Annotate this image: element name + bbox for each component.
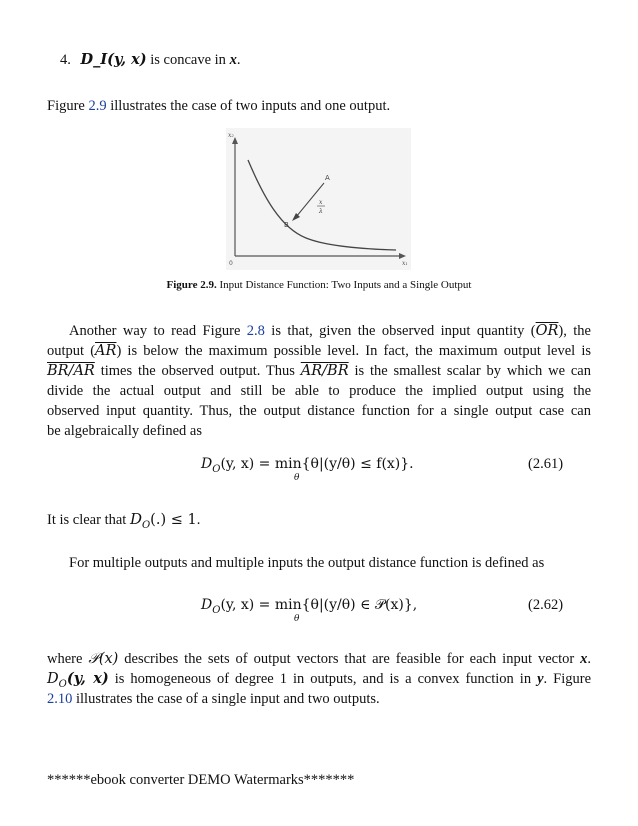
ratio-top: x [319, 199, 323, 206]
caption-label: Figure 2.9. [166, 279, 217, 291]
point-a-label: A [325, 174, 330, 182]
paragraph-output-reading-line5: observed input quantity. Thus, the output distance function for a single output case can [47, 403, 591, 419]
caption-text: Input Distance Function: Two Inputs and a Single Output [219, 279, 472, 291]
ratio-ar-br: AR/BR [300, 363, 349, 379]
item-text: is concave in [150, 52, 226, 68]
figure-link-2-8[interactable]: 2.8 [246, 323, 265, 339]
item-var: x [229, 52, 237, 68]
formula-p-x: 𝒫(x) [88, 651, 119, 667]
x-axis-label: x₁ [402, 260, 408, 267]
segment-ar: $\overline{AR}$ [95, 343, 117, 359]
paragraph-output-reading-line4: divide the actual output and still be able to produce the implied output using the [47, 383, 591, 399]
segment-or: $\overline{OR}$ [535, 323, 559, 339]
formula-do-yx: D [47, 671, 59, 687]
ratio-bottom: λ [319, 208, 323, 215]
origin-label: 0 [229, 260, 233, 267]
equation-number-2-62: (2.62) [528, 597, 564, 613]
list-item-4: 4. D_I(y, x) is concave in x. [60, 51, 241, 68]
point-b-label: B [284, 221, 289, 229]
paragraph-where-line1: where 𝒫(x) describes the sets of output vectors that are feasible for each input vector x. [47, 651, 591, 667]
figure-2-9 [226, 128, 411, 270]
ratio-br-ar: BR/AR [47, 363, 95, 379]
equation-number-2-61: (2.61) [528, 456, 564, 472]
paragraph-output-reading-line3: BR/AR times the observed output. Thus AR/BR is the smallest scalar by which we can [47, 363, 591, 379]
watermark-text: ******ebook converter DEMO Watermarks******* [47, 772, 355, 788]
item-formula: D_I(y, x) [80, 51, 147, 68]
equation-2-62: $D_O(y$, x) = min{θ|(y/θ) ∈ 𝒫(x)}, θ [201, 597, 418, 624]
paragraph-where-line3: 2.10 illustrates the case of a single input and two outputs. [47, 691, 380, 707]
y-axis-label: x₂ [228, 132, 234, 139]
paragraph-output-reading-line1: Another way to read Figure 2.8 is that, given the observed input quantity $(\overline{OR})$, the [69, 323, 591, 339]
equation-2-61: $D_O(y$, x) = min{θ|(y/θ) ≤ f(x)}. θ [201, 456, 414, 483]
item-number: 4. [60, 52, 71, 68]
input-distance-plot [226, 128, 411, 270]
paragraph-multiple-outputs: For multiple outputs and multiple inputs the output distance function is defined as [69, 555, 545, 571]
figure-link-2-9[interactable]: 2.9 [88, 98, 107, 114]
figure-link-2-10[interactable]: 2.10 [47, 691, 73, 707]
formula-do: D [129, 510, 142, 528]
figure-caption [0, 279, 638, 291]
paragraph-clear: It is clear that $D_O(.) \le 1$. [47, 510, 201, 531]
paragraph-output-reading-line2: output $(\overline{AR})$ is below the maximum possible level. In fact, the maximum output level is [47, 343, 592, 359]
paragraph-figure-intro: Figure 2.9 illustrates the case of two inputs and one output. [47, 98, 391, 114]
paragraph-output-reading-line6: be algebraically defined as [47, 423, 202, 439]
paragraph-where-line2: $D_O(y$, x) is homogeneous of degree 1 in outputs, and is a convex function in y. Figure [47, 670, 592, 690]
